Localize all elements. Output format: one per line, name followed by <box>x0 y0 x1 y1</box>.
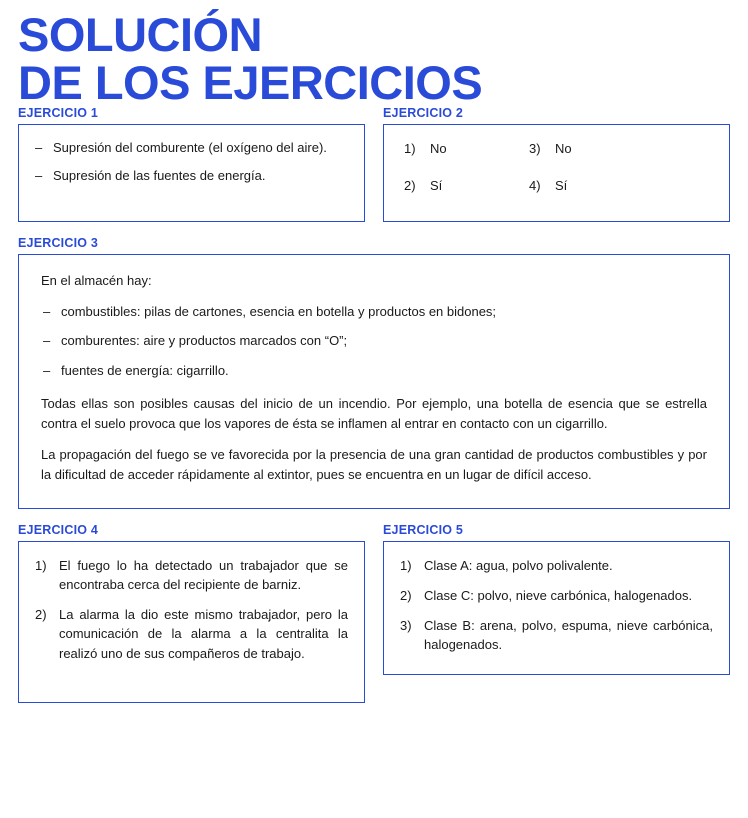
list-item-text: Supresión de las fuentes de energía. <box>53 167 266 183</box>
list-item-number: 2) <box>400 588 412 604</box>
exercise-5-section <box>383 523 730 703</box>
list-item-number: 1) <box>400 558 412 574</box>
answer-number: 1) <box>404 141 416 157</box>
answer-item <box>404 178 529 193</box>
exercise-4-list <box>33 556 348 663</box>
exercise-3-intro: En el almacén hay: <box>41 273 152 289</box>
exercise-2-answer-grid <box>404 141 709 193</box>
answer-value: Sí <box>555 178 568 194</box>
dash-bullet-icon: – <box>35 167 43 183</box>
list-item <box>41 332 707 351</box>
answer-number: 2) <box>404 178 416 194</box>
list-item <box>33 605 348 662</box>
exercise-1-section <box>18 106 365 222</box>
dash-bullet-icon: – <box>35 140 43 156</box>
exercise-1-box <box>18 124 365 222</box>
exercise-4-box <box>18 541 365 703</box>
exercise-3-section <box>18 236 730 509</box>
list-item-number: 3) <box>400 618 412 634</box>
list-item-text: El fuego lo ha detectado un trabajador que se encontraba cerca del recipiente de barniz. <box>59 558 348 593</box>
answer-item <box>529 141 709 156</box>
answer-value: No <box>555 141 572 157</box>
list-item-text: Clase A: agua, polvo polivalente. <box>424 558 613 574</box>
answer-number: 4) <box>529 178 541 194</box>
page-title-line-1: SOLUCIÓN <box>18 8 263 61</box>
exercise-4-heading: EJERCICIO 4 <box>18 523 99 538</box>
exercise-3-heading: EJERCICIO 3 <box>18 236 99 251</box>
exercise-3-paragraph-1: Todas ellas son posibles causas del inicio de un incendio. Por ejemplo, una botella de esencia que se estrella contra el suelo provoca que los vapores de ésta se inflamen al entrar en contacto con un cigarrillo. <box>41 396 707 431</box>
answer-value: Sí <box>430 178 443 194</box>
exercise-3-paragraph-2: La propagación del fuego se ve favorecida por la presencia de una gran cantidad de productos combustibles y por la dificultad de acceder rápidamente al extintor, pues se encuentra en un lugar de difícil acceso. <box>41 447 707 482</box>
exercise-5-heading: EJERCICIO 5 <box>383 523 464 538</box>
exercise-4-section <box>18 523 365 703</box>
exercise-3-list <box>41 303 707 382</box>
list-item-number: 1) <box>35 558 47 574</box>
answer-item <box>529 178 709 193</box>
list-item <box>398 616 713 654</box>
list-item-text: Clase B: arena, polvo, espuma, nieve carbónica, halogenados. <box>424 618 713 653</box>
list-item <box>33 167 350 186</box>
list-item-text: fuentes de energía: cigarrillo. <box>61 363 229 379</box>
list-item <box>41 362 707 381</box>
exercise-2-box <box>383 124 730 222</box>
exercises-row-bottom <box>18 523 730 703</box>
exercise-2-section <box>383 106 730 222</box>
exercise-1-heading: EJERCICIO 1 <box>18 106 99 121</box>
dash-bullet-icon: – <box>43 333 51 349</box>
answer-number: 3) <box>529 141 541 157</box>
answer-item <box>404 141 529 156</box>
exercise-5-list <box>398 556 713 654</box>
page-title-line-2: DE LOS EJERCICIOS <box>18 56 483 110</box>
list-item <box>33 556 348 594</box>
list-item <box>33 139 350 158</box>
list-item <box>398 586 713 605</box>
list-item-text: Supresión del comburente (el oxígeno del aire). <box>53 140 327 156</box>
list-item-text: combustibles: pilas de cartones, esencia en botella y productos en bidones; <box>61 303 497 319</box>
answer-value: No <box>430 141 447 157</box>
exercise-3-box <box>18 254 730 509</box>
list-item <box>398 556 713 575</box>
list-item-text: La alarma la dio este mismo trabajador, pero la comunicación de la alarma a la centralita la realizó uno de sus compañeros de trabajo. <box>59 607 348 661</box>
list-item-text: comburentes: aire y productos marcados con “O”; <box>61 333 348 349</box>
list-item <box>41 303 707 322</box>
exercise-2-heading: EJERCICIO 2 <box>383 106 464 121</box>
exercise-5-box <box>383 541 730 675</box>
dash-bullet-icon: – <box>43 303 51 319</box>
list-item-text: Clase C: polvo, nieve carbónica, halogenados. <box>424 588 693 604</box>
list-item-number: 2) <box>35 607 47 623</box>
dash-bullet-icon: – <box>43 363 51 379</box>
page-title <box>18 0 730 110</box>
exercises-row-top <box>18 106 730 222</box>
exercise-1-list <box>33 139 350 186</box>
